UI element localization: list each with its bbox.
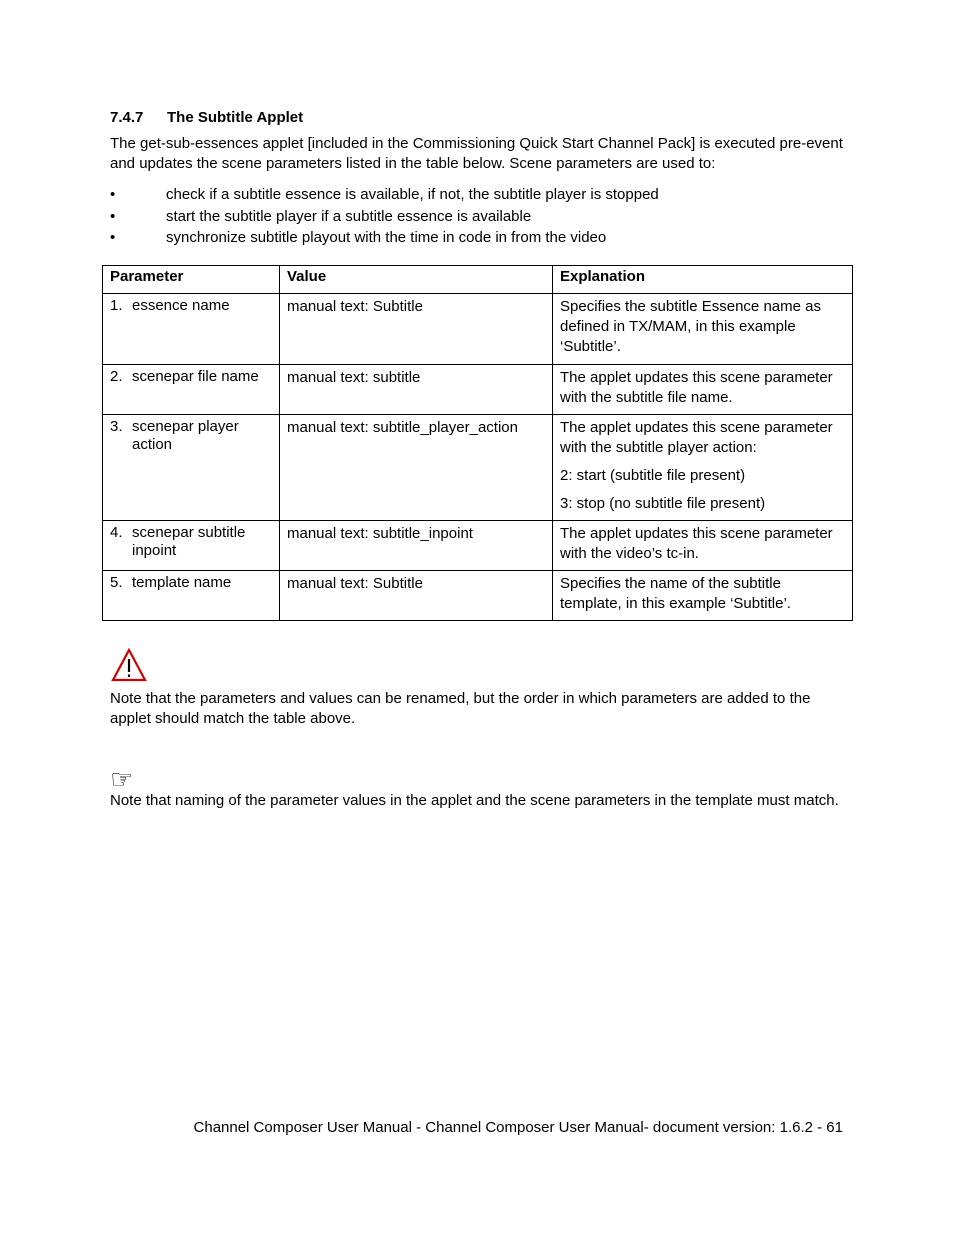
param-name: scenepar player action xyxy=(132,418,239,453)
table-row xyxy=(103,365,853,415)
bullet-icon: • xyxy=(110,186,116,203)
header-parameter: Parameter xyxy=(103,266,280,294)
explanation-text: The applet updates this scene parameter with the subtitle player action: xyxy=(560,419,833,456)
param-name: template name xyxy=(132,574,232,591)
param-name: scenepar subtitle inpoint xyxy=(132,524,246,559)
table-row xyxy=(103,521,853,571)
value-cell: manual text: subtitle_player_action xyxy=(280,415,553,521)
bullet-text: check if a subtitle essence is available, if not, the subtitle player is stopped xyxy=(166,186,659,203)
header-value: Value xyxy=(280,266,553,294)
section-heading xyxy=(110,109,303,126)
explanation-stop-text: 3: stop (no subtitle file present) xyxy=(560,495,766,512)
param-cell xyxy=(103,415,280,521)
explanation-text: The applet updates this scene parameter with the subtitle file name. xyxy=(560,369,833,406)
list-item xyxy=(110,227,850,249)
value-cell: manual text: Subtitle xyxy=(280,571,553,621)
param-number: 4. xyxy=(110,524,123,541)
explanation-text: The applet updates this scene parameter with the video’s tc-in. xyxy=(560,525,833,562)
explanation-cell xyxy=(553,571,853,621)
table-row xyxy=(103,294,853,365)
list-item xyxy=(110,184,850,206)
param-cell xyxy=(103,365,280,415)
bullet-icon: • xyxy=(110,229,116,246)
bullet-text: synchronize subtitle playout with the time in code in from the video xyxy=(166,229,607,246)
param-cell xyxy=(103,294,280,365)
explanation-cell xyxy=(553,521,853,571)
value-cell: manual text: subtitle xyxy=(280,365,553,415)
bullet-icon: • xyxy=(110,207,116,225)
param-cell xyxy=(103,521,280,571)
parameter-table xyxy=(102,265,853,621)
param-number: 2. xyxy=(110,368,123,385)
explanation-cell xyxy=(553,294,853,365)
section-title: The Subtitle Applet xyxy=(167,109,304,126)
hint-note: Note that naming of the parameter values in the applet and the scene parameters in the template must match. xyxy=(110,792,839,809)
param-number: 1. xyxy=(110,297,123,314)
bullet-list xyxy=(110,184,850,249)
header-explanation: Explanation xyxy=(553,266,853,294)
explanation-text: Specifies the name of the subtitle template, in this example ‘Subtitle’. xyxy=(560,575,791,612)
param-number: 5. xyxy=(110,574,123,591)
explanation-start-text: 2: start (subtitle file present) xyxy=(560,467,746,484)
section-number: 7.4.7 xyxy=(110,109,144,126)
page-footer: Channel Composer User Manual - Channel Composer User Manual- document version: 1.6.2 - 61 xyxy=(193,1119,843,1136)
value-cell: manual text: subtitle_inpoint xyxy=(280,521,553,571)
param-number: 3. xyxy=(110,418,123,435)
table-row xyxy=(103,571,853,621)
table-header-row xyxy=(103,266,853,294)
param-cell xyxy=(103,571,280,621)
pointing-hand-icon: ☞ xyxy=(110,765,134,795)
list-item xyxy=(110,206,850,228)
table-row xyxy=(103,415,853,521)
explanation-text: Specifies the subtitle Essence name as defined in TX/MAM, in this example ‘Subtitle’. xyxy=(560,298,821,355)
value-cell: manual text: Subtitle xyxy=(280,294,553,365)
warning-note: Note that the parameters and values can be renamed, but the order in which parameters are added to the applet should match the table above. xyxy=(110,690,811,727)
param-name: essence name xyxy=(132,297,230,314)
param-name: scenepar file name xyxy=(132,368,259,385)
explanation-cell xyxy=(553,415,853,521)
bullet-text: start the subtitle player if a subtitle essence is available xyxy=(166,207,532,225)
intro-paragraph: The get-sub-essences applet [included in the Commissioning Quick Start Channel Pack] is executed pre-event and updates the scene parameters listed in the table below. Scene parameters are used to: xyxy=(110,135,843,172)
explanation-cell xyxy=(553,365,853,415)
warning-triangle-icon xyxy=(111,648,147,682)
